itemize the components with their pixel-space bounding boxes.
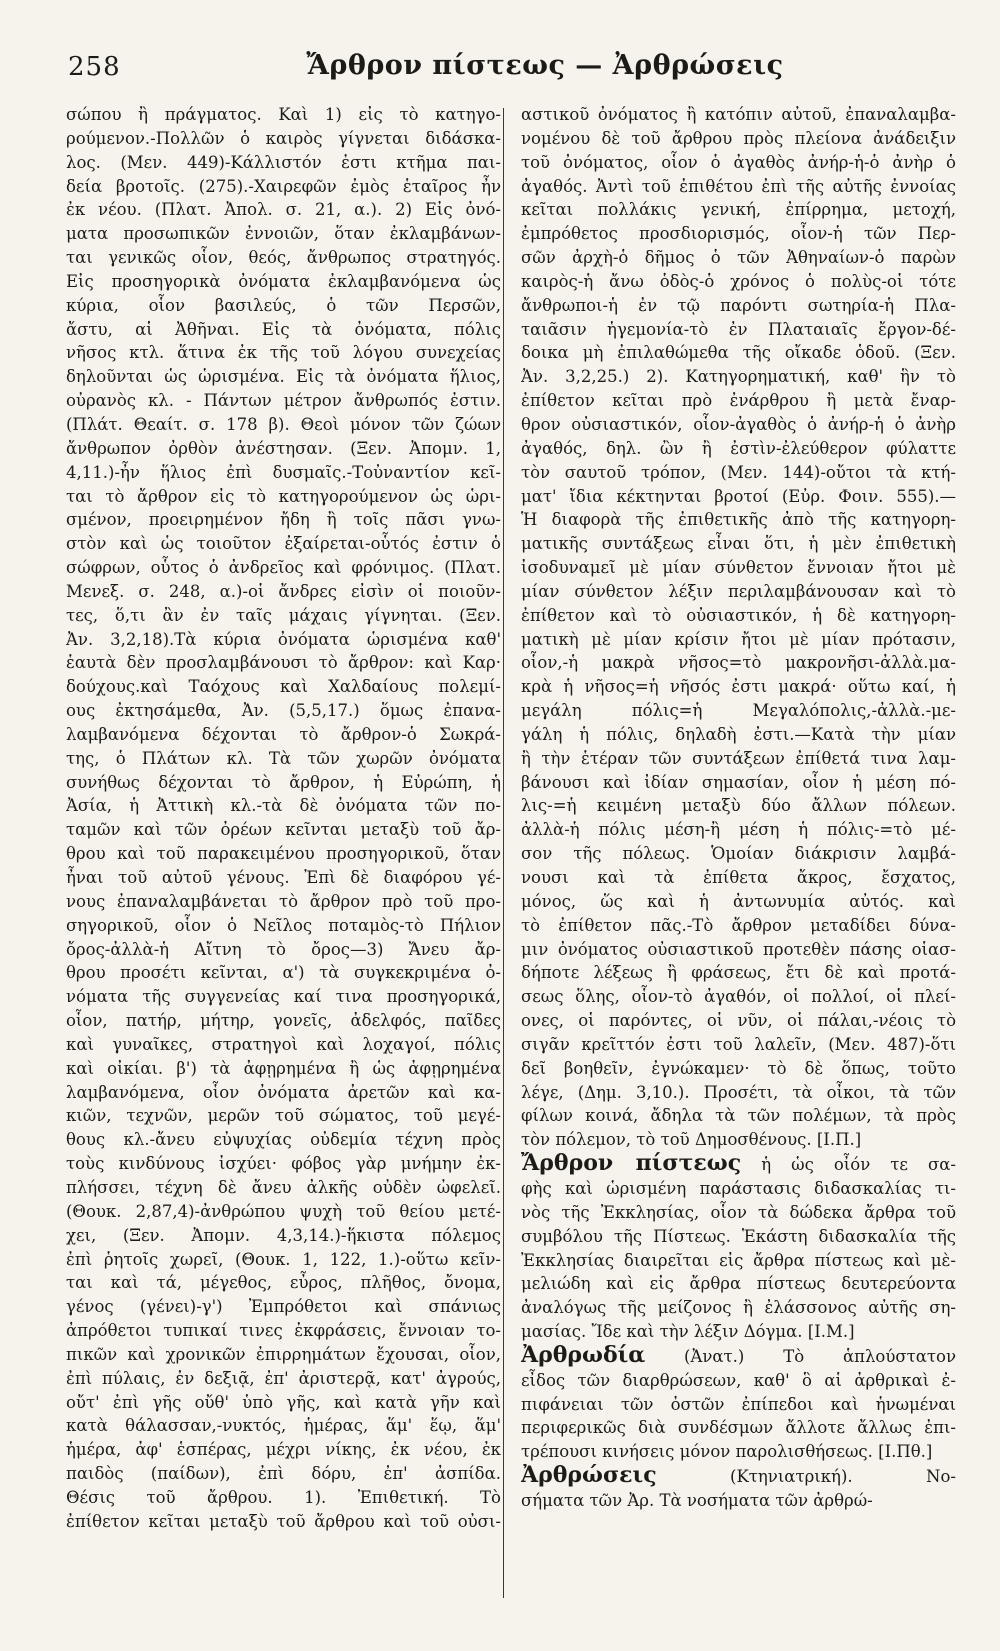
text-line: οἷον,-ἡ μακρὰ νῆσος=τὸ μακρονῆσι-ἀλλὰ.μα- — [521, 653, 956, 673]
text-line: σώφρων, οὗτος ὁ ἀνδρεῖος καὶ φρόνιμος. (Πλατ. — [66, 558, 501, 578]
text-line: ἀγαθός, δηλ. ὢν ἢ ἐστὶν-ἐλεύθερον φύλαττε — [521, 438, 956, 458]
text-line: στὸν καὶ ὡς τοιοῦτον ἐξαίρεται-οὗτός ἐστιν ὁ — [66, 534, 501, 554]
text-line: ἐπίθετον κεῖται μεταξὺ τοῦ ἄρθρου καὶ τοῦ οὐσι- — [66, 1511, 501, 1531]
column-divider — [503, 108, 504, 1598]
text-line: τρέπουσι κινήσεις μόνον παρολισθήσεως. [Ι.Πθ.] — [521, 1442, 933, 1462]
text-line: λις-=ἡ κειμένη μεταξὺ δύο ἄλλων πόλεων. — [521, 796, 956, 816]
text-line: κρὰ ἡ νῆσος=ἡ νῆσός ἐστι μακρά· οὕτω καί, ἡ — [521, 677, 956, 697]
text-line: ἐμπρόθετος προσδιορισμός, οἷον-ἡ τῶν Περ- — [521, 224, 956, 244]
text-line: δούχους.καὶ Ταόχους καὶ Χαλδαίους πολεμί- — [66, 677, 501, 697]
text-line: δεία βροτοῖς. (275).-Χαιρεφῶν ἐμὸς ἑταῖρος ἦν — [66, 176, 501, 196]
text-line: Εἰς προσηγορικὰ ὀνόματα ἐκλαμβανόμενα ὡς — [66, 271, 501, 291]
text-line: ἐπὶ πύλαις, ἐν δεξιᾷ, ἐπ' ἀριστερᾷ, κατ' ἀγρούς, — [66, 1368, 501, 1388]
text-line: δηλοῦνται ὡς ὡρισμένα. Εἰς τὰ ὀνόματα ἥλιος, — [66, 367, 501, 387]
entry-arthron-pisteos-first-line — [521, 1152, 956, 1177]
text-line: μόνος, ὥς καὶ ἡ ἀντωνυμία αὐτός. καὶ — [521, 891, 956, 911]
text-line: ἐπίθετον κεῖται πρὸ ἐνάρθρου ἢ μετὰ ἔναρ- — [521, 391, 956, 411]
text-line: λαμβανόμενα, οἷον ὀνόματα ἀρετῶν καὶ κα- — [66, 1082, 501, 1102]
text-line: σιγᾶν κρεῖττόν ἐστι τοῦ λαλεῖν, (Μεν. 487)-ὅτι — [521, 1034, 956, 1054]
text-line: αστικοῦ ὀνόματος ἢ κατόπιν αὐτοῦ, ἐπαναλαμβα- — [521, 105, 956, 124]
text-line: ἐπίθετον καὶ τὸ οὐσιαστικόν, ἡ δὲ κατηγορη- — [521, 605, 956, 625]
text-line: ἐκ νέου. (Πλατ. Ἀπολ. σ. 21, α.). 2) Εἰς ὀνό- — [66, 200, 501, 220]
text-line: μελιώδη καὶ εἰς ἄρθρα πίστεως δευτερεύοντα — [521, 1274, 956, 1294]
text-line: πλήσσει, τέχνη δὲ ἄνευ ἀλκῆς οὐδὲν ὠφελεῖ. — [66, 1177, 501, 1197]
text-line: ματικὴ μὲ μίαν κρίσιν ἤτοι μὲ μίαν πρότασιν, — [521, 629, 956, 649]
text-line: σηγορικοῦ, οἷον ὁ Νεῖλος ποταμὸς-τὸ Πήλιον — [66, 915, 501, 935]
text-line: δοικα μὴ ἐπιλαθώμεθα τῆς οἴκαδε ὁδοῦ. (Ξεν. — [521, 343, 956, 363]
text-line: τὸ ἐπίθετον πᾶς.-Τὸ ἄρθρον μεταδίδει δύνα- — [521, 915, 956, 935]
text-line: τες, ὅ,τι ἂν ἐν ταῖς μάχαις γίγνηται. (Ξεν. — [66, 605, 501, 625]
text-line: ἑαυτὰ δὲν προσλαμβάνουσι τὸ ἄρθρον: καὶ Καρ· — [66, 653, 501, 673]
text-line: ματ' ἴδια κέκτηνται βροτοί (Εὐρ. Φοιν. 555).— — [521, 486, 956, 506]
entry-arthroseis-first-line — [521, 1464, 956, 1489]
entry-arthron-pisteos-headword: Ἄρθρον πίστεως — [521, 1152, 742, 1177]
text-line: ταιᾶσιν ἡγεμονία-τὸ ἐν Πλαταιαῖς ἔργον-δέ- — [521, 319, 956, 339]
text-line: σμένον, προειρημένον ἤδη ἢ τοῖς πᾶσι γνω- — [66, 510, 501, 530]
text-line: οὐρανὸς κλ. - Πάντων μέτρον ἄνθρωπός ἐστιν. — [66, 391, 501, 411]
text-line: μιν ὀνόματος οὐσιαστικοῦ προτεθὲν πάσης οἱασ- — [521, 939, 956, 959]
text-line: τοὺς κινδύνους ἰσχύει· φόβος γὰρ μνήμην ἐκ- — [66, 1154, 501, 1174]
right-text-column — [521, 103, 956, 1618]
text-line: ματικῆς συντάξεως εἶναι ὅτι, ἡ μὲν ἐπιθετικὴ — [521, 534, 956, 554]
text-line: (Θουκ. 2,87,4)-ἀνθρώπου ψυχὴ τοῦ θείου μετέ- — [66, 1201, 501, 1221]
entry-arthrodia-first-line — [521, 1344, 956, 1369]
text-line: Ἀν. 3,2,18).Τὰ κύρια ὀνόματα ὡρισμένα καθ' — [66, 629, 501, 649]
text-line: οὔτ' ἐπὶ γῆς οὔθ' ὑπὸ γῆς, καὶ κατὰ γῆν καὶ — [66, 1392, 501, 1412]
text-line: ται τὸ ἄρθρον εἰς τὸ κατηγορούμενον ὡς ὡρι- — [66, 486, 501, 506]
text-line: εἶδος τῶν διαρθρώσεων, καθ' ὃ αἱ ἀρθρικαὶ ἐ- — [521, 1370, 956, 1390]
text-line: κατὰ θάλασσαν,-νυκτός, ἡμέρας, ἅμ' ἕῳ, ἅμ' — [66, 1416, 501, 1436]
text-line: θρον οὐσιαστικόν, οἷον-ἀγαθὸς ὁ ἀνήρ-ἡ ὁ ἀνὴρ — [521, 414, 956, 434]
text-line: Ἀσία, ἡ Ἀττικὴ κλ.-τὰ δὲ ὀνόματα τῶν πο- — [66, 796, 501, 816]
text-line: θρου προσέτι κεῖνται, α') τὰ συγκεκριμένα ὀ- — [66, 963, 501, 983]
text-line: σεως ὅλης, οἷον-τὸ ἀγαθόν, οἱ πολλοί, οἱ πλεί- — [521, 987, 956, 1007]
running-title: Ἄρθρον πίστεως — Ἀρθρώσεις — [306, 50, 784, 81]
text-line: ματα προσωπικῶν ἐννοιῶν, ὅταν ἐκλαμβάνων- — [66, 224, 501, 244]
text-line: θρου καὶ τοῦ παρακειμένου προσηγορικοῦ, ὅταν — [66, 844, 501, 864]
text-line: νους ἐπαναλαμβάνεται τὸ ἄρθρον πρὸ τοῦ προ- — [66, 891, 501, 911]
text-line: γάλη ἡ πόλις, δηλαδὴ ἐστι.—Κατὰ τὴν μίαν — [521, 724, 956, 744]
text-line: ρούμενον.-Πολλῶν ὁ καιρὸς γίγνεται διδάσκα- — [66, 128, 501, 148]
page-number: 258 — [68, 52, 121, 82]
text-line: τοῦ ὀνόματος, οἷον ὁ ἀγαθὸς ἀνήρ-ἡ-ὁ ἀνὴρ ὁ — [521, 152, 956, 172]
text-line: δεῖ βοηθεῖν, ἐγνώκαμεν· τὸ δὲ ὅπως, τοῦτο — [521, 1058, 956, 1078]
text-line: ταμῶν καὶ τῶν ὀρέων κεῖνται μεταξὺ τοῦ ἄρ- — [66, 820, 501, 840]
text-line: κύρια, οἷον βασιλεύς, ὁ τῶν Περσῶν, — [66, 295, 501, 315]
text-line: κεῖται πολλάκις γενική, ἐπίρρημα, μετοχή, — [521, 200, 956, 220]
page-header — [64, 48, 936, 92]
text-line: ονες, οἱ παρόντες, οἱ νῦν, οἱ πάλαι,-νέοις τὸ — [521, 1011, 956, 1031]
text-line: ἀλλὰ-ἡ πόλις μέση-ἢ μέση ἡ πόλις-=τὸ μέ- — [521, 820, 956, 840]
text-line: συνήθως δέχονται τὸ ἄρθρον, ἡ Εὐρώπη, ἡ — [66, 772, 501, 792]
text-line: μεγάλη πόλις=ἡ Μεγαλόπολις,-ἀλλὰ.-με- — [521, 701, 956, 721]
text-line: Μενεξ. σ. 248, α.)-οἱ ἄνδρες εἰσὶν οἱ ποιοῦν- — [66, 581, 501, 601]
text-line: λέγε, (Δημ. 3,10.). Προσέτι, τὰ οἶκοι, τὰ τῶν — [521, 1082, 956, 1102]
text-line: ἄστυ, αἱ Ἀθῆναι. Εἰς τὰ ὀνόματα, πόλις — [66, 319, 501, 339]
text-line: συμβόλου τῆς Πίστεως. Ἑκάστη διδασκαλία τῆς — [521, 1226, 956, 1246]
text-line: βάνουσι καὶ ἰδίαν σημασίαν, οἷον ἡ μέση πό- — [521, 772, 956, 792]
text-line: οἷον, πατήρ, μήτηρ, γονεῖς, ἀδελφός, παῖδες — [66, 1011, 501, 1031]
text-line: μασίας. Ἴδε καὶ τὴν λέξιν Δόγμα. [Ι.Μ.] — [521, 1322, 855, 1342]
text-line: ἡ ὡς οἶόν τε σα- — [761, 1155, 956, 1175]
text-line: Θέσις τοῦ ἄρθρου. 1). Ἐπιθετική. Τὸ — [66, 1487, 501, 1507]
text-line: Ἀν. 3,2,25.) 2). Κατηγορηματική, καθ' ἣν τὸ — [521, 367, 956, 387]
text-line: παιδὸς (παίδων), ἐπὶ δόρυ, ἐπ' ἀσπίδα. — [66, 1464, 501, 1484]
text-line: σον τῆς πόλεως. Ὁμοίαν διάκρισιν λαμβά- — [521, 844, 956, 864]
text-line: γένος (γένει)-γ') Ἐμπρόθετοι καὶ σπάνιως — [66, 1297, 501, 1317]
text-line: ἀγαθός. Ἀντὶ τοῦ ἐπιθέτου ἐπὶ τῆς αὐτῆς ἐννοίας — [521, 176, 956, 196]
text-line: φίλων κοινά, ἄδηλα τὰ τῶν πολέμων, τὰ πρὸς — [521, 1106, 956, 1126]
text-line: κιῶν, τεχνῶν, μερῶν τοῦ σώματος, τοῦ μεγέ- — [66, 1106, 501, 1126]
text-line: ἄνθρωποι-ἡ ἐν τῷ παρόντι σωτηρία-ἡ Πλα- — [521, 295, 956, 315]
left-text-column — [66, 103, 501, 1618]
text-line: καὶ γυναῖκες, στρατηγοὶ καὶ λοχαγοί, πόλις — [66, 1034, 501, 1054]
text-line: τὸν σαυτοῦ τρόπον, (Μεν. 144)-οὔτοι τὰ κτή- — [521, 462, 956, 482]
text-line: νουσι καὶ τὰ ἐπίθετα ἄκρος, ἔσχατος, — [521, 868, 956, 887]
entry-arthrodia-headword: Ἀρθρωδία — [521, 1343, 646, 1368]
text-line: λος. (Μεν. 449)-Κάλλιστόν ἐστι κτῆμα παι- — [66, 152, 501, 172]
text-line: νομένου δὲ τοῦ ἄρθρου πρὸς πλείονα ἀνάδειξιν — [521, 128, 956, 148]
text-line: ται καὶ τά, μέγεθος, εὖρος, πλῆθος, ὄνομα, — [66, 1273, 501, 1293]
text-line: ἀπρόθετοι τυπικαί τινες ἐκφράσεις, ἔννοιαν το- — [66, 1321, 501, 1341]
text-line: μίαν σύνθετον λέξιν περιλαμβάνουσαν καὶ τὸ — [521, 581, 956, 601]
text-line: καιρὸς-ἡ ἄνω ὁδὸς-ὁ χρόνος ὁ πολὺς-οἱ τότε — [521, 271, 956, 291]
text-line: (Κτηνιατρική). Νο- — [730, 1467, 956, 1487]
text-line: ους ἐκτησάμεθα, Ἀν. (5,5,17.) ὅμως ἐπανα- — [66, 701, 501, 721]
text-line: περιφερικῶς διὰ συνδέσμων ἄλλοτε ἄλλως ἐπι- — [521, 1418, 956, 1438]
text-line: νῆσος κτλ. ἅτινα ἐκ τῆς τοῦ λόγου συνεχείας — [66, 343, 501, 363]
text-line: ἄνθρωπον ὀρθὸν ἀνέστησαν. (Ξεν. Ἀπομν. 1, — [66, 438, 501, 458]
text-line: ἰσοδυναμεῖ μὲ μίαν σύνθετον ἔννοιαν ἤτοι μὲ — [521, 558, 956, 578]
text-line: ὄρος-ἀλλὰ-ἡ Αἴτνη τὸ ὄρος—3) Ἄνευ ἄρ- — [66, 939, 501, 959]
text-line: (Ἀνατ.) Τὸ ἁπλούστατον — [684, 1346, 956, 1366]
text-line: καὶ οἰκίαι. β') τὰ ἀφῃρημένα ἢ ὡς ἀφῃρημένα — [66, 1058, 501, 1078]
text-line: τὸν πόλεμον, τὸ τοῦ Δημοσθένους. [Ι.Π.] — [521, 1130, 862, 1150]
text-line: χει, (Ξεν. Ἀπομν. 4,3,14.)-ἥκιστα πόλεμος — [66, 1225, 501, 1245]
text-line: δήποτε λέξεως ἢ φράσεως, ἔτι δὲ καὶ προτά- — [521, 963, 956, 983]
entry-arthroseis-headword: Ἀρθρώσεις — [521, 1464, 657, 1489]
text-line: της, ὁ Πλάτων κλ. Τὰ τῶν χωρῶν ὀνόματα — [66, 748, 501, 768]
text-line: σήματα τῶν Ἀρ. Τὰ νοσήματα τῶν ἀρθρώ- — [521, 1490, 873, 1510]
text-line: ἢ τὴν ἑτέραν τῶν συντάξεων ἐπίθετά τινα λαμ- — [521, 748, 956, 768]
text-line: 4,11.)-ἦν ἥλιος ἐπὶ δυσμαῖς.-Τοὐναντίον κεῖ- — [66, 462, 501, 482]
text-line: Ἐκκλησίας διαιρεῖται εἰς ἄρθρα πίστεως καὶ μὲ- — [521, 1250, 956, 1270]
text-line: θους κλ.-ἄνευ εὐψυχίας οὐδεμία τέχνη πρὸς — [66, 1130, 501, 1150]
text-line: σῶν ἀρχὴ-ὁ δῆμος ὁ τῶν Ἀθηναίων-ὁ παρὼν — [521, 248, 956, 268]
text-line: Ἡ διαφορὰ τῆς ἐπιθετικῆς ἀπὸ τῆς κατηγορη- — [521, 510, 956, 530]
text-line: ἐπὶ ῥητοῖς χωρεῖ, (Θουκ. 1, 122, 1.)-οὕτω κεῖν- — [66, 1249, 501, 1269]
text-line: λαμβανόμενα δέχονται τὸ ἄρθρον-ὁ Σωκρά- — [66, 724, 501, 744]
text-line: σώπου ἢ πράγματος. Καὶ 1) εἰς τὸ κατηγο- — [66, 105, 501, 124]
text-line: (Πλάτ. Θεαίτ. σ. 178 β). Θεοὶ μόνον τῶν ζώων — [66, 414, 501, 434]
text-line: ἡμέρα, ἀφ' ἑσπέρας, μέχρι νίκης, ἐκ νέου, ἐκ — [66, 1440, 501, 1460]
text-line: φὴς καὶ ὡρισμένη παράστασις διδασκαλίας τι- — [521, 1178, 956, 1198]
text-line: πιφάνειαι τῶν ὀστῶν ἐπίπεδοι καὶ ἡνωμέναι — [521, 1394, 956, 1414]
text-line: πικῶν καὶ χρονικῶν ἐπιρρημάτων ἔχουσαι, οἷον, — [66, 1344, 501, 1364]
text-line: ἦναι τοῦ αὐτοῦ γένους. Ἐπὶ δὲ διαφόρου γέ- — [66, 868, 501, 887]
text-line: νὸς τῆς Ἐκκλησίας, οἷον τὰ δώδεκα ἄρθρα τοῦ — [521, 1202, 956, 1222]
text-line: ται γενικῶς οἷον, θεός, ἄνθρωπος στρατηγός. — [66, 248, 501, 268]
text-line: ἀναλόγως τῆς μείζονος ἢ ἐλάσσονος αὐτῆς ση- — [521, 1298, 956, 1318]
text-line: νόματα τῆς συγγενείας καί τινα προσηγορικά, — [66, 987, 501, 1007]
